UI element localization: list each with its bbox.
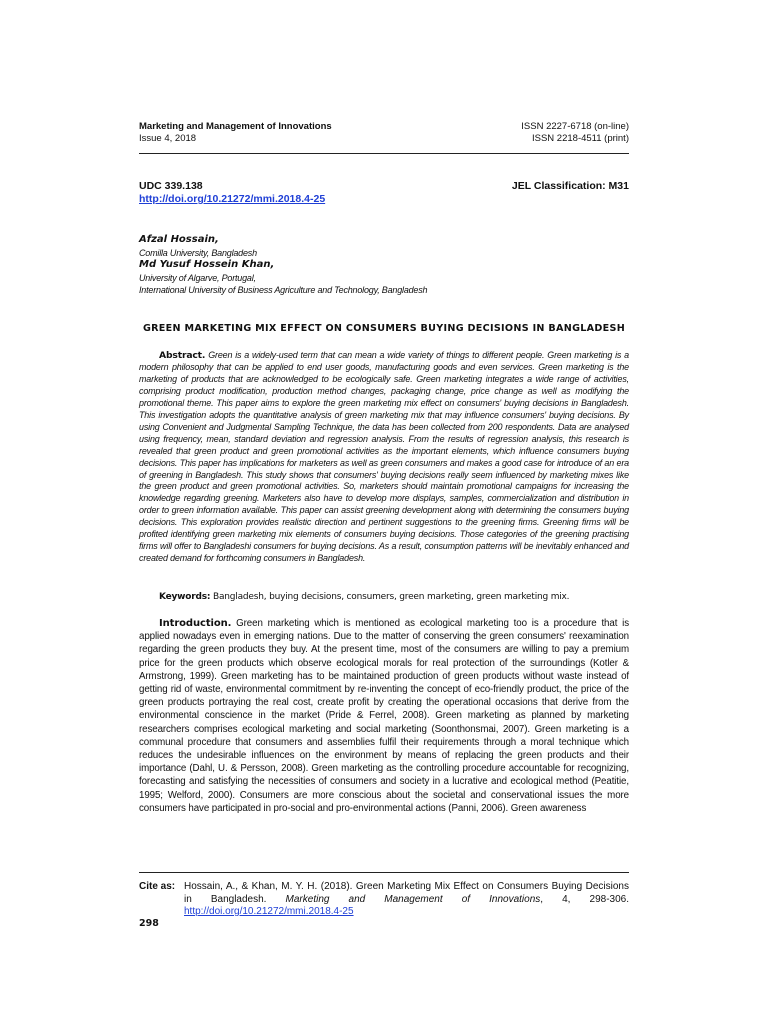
- author-name: Afzal Hossain,: [139, 234, 219, 245]
- introduction: [139, 617, 629, 815]
- abstract-text: Green is a widely-used term that can mean a wide variety of things to different people. Green marketing is a modern philosophy that can be applied to end user goods, manufacturing goods and even services. Green marketing is the marketing of products that are acknowledged to be ecologically safe. Green marketing integrates a wide range of activities, comprising product modification, production method changes, packaging change, price change as well as modifying the promotional theme. This paper aims to explore the green marketing mix effect on consumers' buying decisions in Bangladesh. This investigation adopts the quantitative analysis of green marketing mix that may influence consumers' buying decisions. By using Convenient and Judgmental Sampling Technique, the data has been collected from 200 respondents. Data are analysed using frequency, mean, standard deviation and regression analysis. From the results of regression analysis, this research is revealed that green product and green promotional activities as the important elements, which influence consumers buying decisions. This paper has implications for marketers as well as green consumers and makes a good case for introduce of an era of greening in Bangladesh. This study shows that consumers' buying decisions really seem influenced by marketing mixes like the green product and green promotional activities. So, marketers should maintain promotional campaigns for increasing the knowledge regarding greening. Marketers also have to develop more displays, samples, commercialization and distribution in order to green information available. This paper can assist greening development along with determining the consumers buying decisions. This exploration provides realistic direction and pertinent suggestions to the greening firms. Greening firms will be profited identifying green marketing mix elements of consumers buying decisions. Those categories of the greening practising firms will offer to Bangladeshi consumers for buying decisions. As a result, consumption patterns will be inevitably enhanced and created demand for forthcoming consumers in Bangladesh.: [139, 350, 629, 564]
- citation-block: [139, 881, 629, 919]
- journal-name: Marketing and Management of Innovations: [139, 121, 332, 132]
- author-block: [139, 234, 629, 297]
- footer-divider: [139, 872, 629, 873]
- keywords-text: Bangladesh, buying decisions, consumers, green marketing, green marketing mix.: [213, 592, 570, 602]
- author-name: Md Yusuf Hossein Khan,: [139, 259, 275, 270]
- keywords: [159, 592, 569, 602]
- paper-title: GREEN MARKETING MIX EFFECT ON CONSUMERS BUYING DECISIONS IN BANGLADESH: [142, 323, 626, 334]
- author-affiliation: University of Algarve, Portugal,: [139, 272, 256, 283]
- issn-print: ISSN 2218-4511 (print): [532, 133, 629, 144]
- citation-label: Cite as:: [139, 881, 176, 892]
- introduction-label: Introduction.: [159, 618, 232, 629]
- page-number: 298: [139, 918, 159, 929]
- citation-text-before: Hossain, A., & Khan, M. Y. H. (2018). Green Marketing Mix Effect on Consumers Buying Decisions in Bangladesh.: [184, 881, 629, 905]
- doi-link[interactable]: http://doi.org/10.21272/mmi.2018.4-25: [139, 193, 326, 205]
- journal-issue: Issue 4, 2018: [139, 133, 197, 144]
- abstract-label: Abstract.: [159, 350, 206, 361]
- citation-doi-link[interactable]: http://doi.org/10.21272/mmi.2018.4-25: [184, 906, 354, 917]
- keywords-label: Keywords:: [159, 592, 211, 602]
- jel-classification: JEL Classification: M31: [511, 180, 629, 192]
- udc-code: UDC 339.138: [139, 180, 203, 192]
- citation-text-after: , 4, 298-306.: [540, 893, 629, 905]
- introduction-text: Green marketing which is mentioned as ecological marketing too is a procedure that is applied nowadays even in emerging nations. Due to the matter of conserving the green consumers' reexamination regarding the green products they buy. At the present time, most of the consumers are willing to pay a premium price for the green products which observe ecological morals for real protection of the surroundings (Kotler & Armstrong, 1999). Green marketing has to be maintained production of green products without waste instead of getting rid of waste, environmental commitment by re-inventing the concept of eco-friendly product, the price of the green products portraying the real cost, create profit by creating the operational occasions that derive from the environmental conscience in the market (Pride & Ferrel, 2008). Green marketing as planned by marketing researchers comprises ecological marketing and social marketing (Soonthonsmai, 2007). Green marketing is a communal procedure that consumers and assemblies fulfil their requirements through a moral technique which reduces the undesirable influences on the environment by means of replacing the green products and their importance (Dahl, U. & Persson, 2008). Green marketing as the controlling procedure accountable for recognizing, forecasting and satisfying the necessities of consumers and society in a lucrative and ecological method (Peatitie, 1995; Welford, 2000). Consumers are more conscious about the societal and conservational issues the more consumers have participated in pro-social and pro-environmental actions (Panni, 2006). Green awareness: [139, 618, 629, 814]
- citation-journal: Marketing and Management of Innovations: [285, 893, 541, 905]
- author-affiliation: Comilla University, Bangladesh: [139, 247, 257, 258]
- issn-online: ISSN 2227-6718 (on-line): [521, 121, 629, 132]
- header-divider: [139, 153, 629, 154]
- abstract: [139, 350, 629, 565]
- citation-text: [184, 881, 629, 919]
- author-affiliation: International University of Business Agriculture and Technology, Bangladesh: [139, 285, 428, 295]
